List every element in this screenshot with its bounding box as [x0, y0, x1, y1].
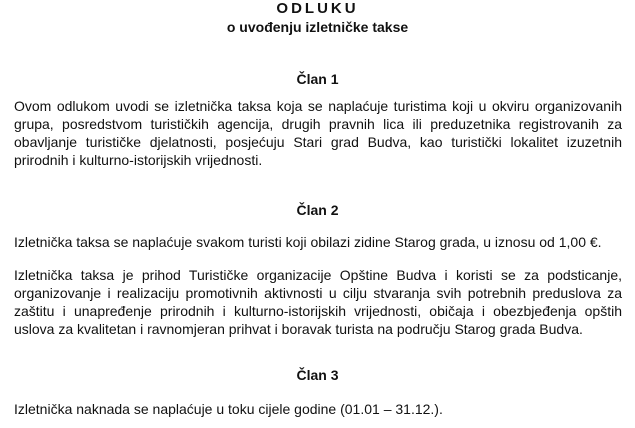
text-line: grupa, posredstvom turističkih agencija, drugih pravnih lica ili preduzetnika registrovanih za — [14, 116, 622, 132]
article-1-paragraph-1 — [14, 97, 622, 169]
article-2-paragraph-1 — [14, 233, 622, 251]
text-line: zaštitu i unapređenje prirodnih i kulturno-istorijskih vrijednosti, običaja i obezbjeđenja opštih — [14, 303, 622, 319]
text-line: Izletnička naknada se naplaćuje u toku cijele godine (01.01 – 31.12.). — [14, 401, 443, 417]
article-3-paragraph-1 — [14, 400, 622, 418]
document-subtitle: o uvođenju izletničke takse — [226, 19, 409, 35]
text-line: obavljanje turističke djelatnosti, posjećuju Stari grad Budva, kao turistički lokalitet izuzetnih — [14, 134, 622, 150]
article-2-paragraph-2 — [14, 266, 622, 338]
text-line: Ovom odlukom uvodi se izletnička taksa koja se naplaćuje turistima koji u okviru organizovanih — [14, 98, 622, 114]
text-line: uslova za kvalitetan i ravnomjeran prihvat i boravak turista na području Starog grada Budva. — [14, 321, 583, 337]
article-1-heading: Član 1 — [296, 71, 339, 87]
text-line: prirodnih i kulturno-istorijskih vrijednosti. — [14, 152, 263, 168]
article-2-heading: Član 2 — [296, 202, 339, 218]
article-3-heading: Član 3 — [296, 367, 339, 383]
document-title: ODLUKU — [276, 0, 359, 17]
text-line: Izletnička taksa je prihod Turističke organizacije Opštine Budva i koristi se za podsticanje, — [14, 267, 622, 283]
text-line: Izletnička taksa se naplaćuje svakom turisti koji obilazi zidine Starog grada, u iznosu od 1,00 €. — [14, 234, 602, 250]
text-line: organizovanje i realizaciju promotivnih aktivnosti u cilju stvaranja svih potrebnih preduslova za — [14, 285, 622, 301]
